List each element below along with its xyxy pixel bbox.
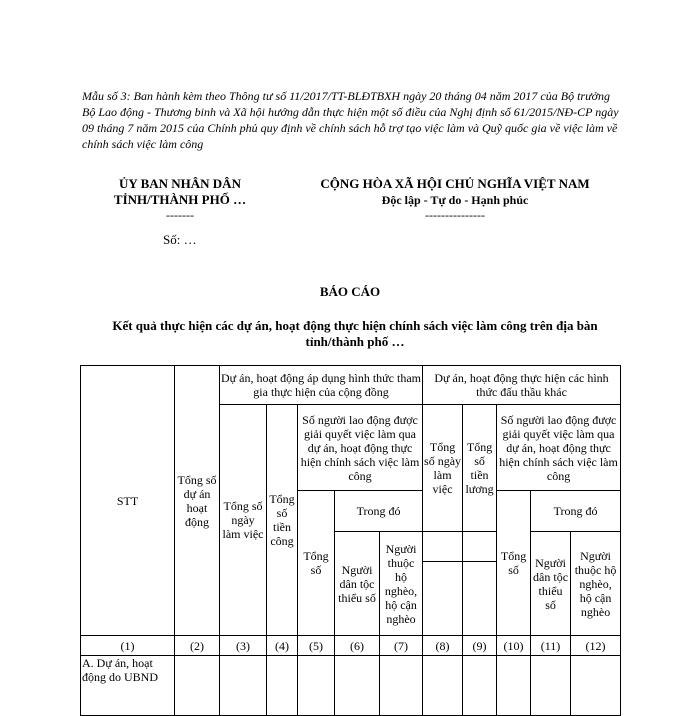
header-b-salary-blank: [463, 532, 497, 562]
header-a-poor: Người thuộc hộ nghèo, hộ cận nghèo: [380, 532, 423, 636]
national-motto: Độc lập - Tự do - Hạnh phúc: [381, 193, 529, 207]
header-b-workdays: Tổng số ngày làm việc: [423, 405, 463, 532]
report-table: [80, 365, 621, 716]
header-total-projects: Tổng số dự án hoạt động: [175, 366, 220, 636]
col-number: (10): [497, 636, 531, 656]
report-title: BÁO CÁO: [319, 284, 381, 299]
header-b-workdays-blank: [423, 562, 463, 636]
header-b-workdays-blank: [423, 532, 463, 562]
document-number: Số: …: [163, 232, 197, 247]
header-stt: STT: [81, 366, 175, 636]
col-number: (11): [531, 636, 571, 656]
header-a-total: Tổng số: [298, 491, 335, 636]
row-a-label: A. Dự án, hoạt động do UBND: [81, 656, 175, 716]
header-b-salary: Tổng số tiền lương: [463, 405, 497, 532]
header-b-workers: Số người lao động được giải quyết việc làm qua dự án, hoạt động thực hiện chính sách việc làm công: [497, 405, 621, 491]
header-group-bidding: Dự án, hoạt động thực hiện các hình thức đấu thầu khác: [423, 366, 621, 405]
column-number-row: [81, 636, 621, 656]
issuing-authority: [100, 176, 260, 222]
header-group-community: Dự án, hoạt động áp dụng hình thức tham gia thực hiện của cộng đồng: [220, 366, 423, 405]
col-number: (3): [220, 636, 267, 656]
header-a-ethnic: Người dân tộc thiểu số: [335, 532, 380, 636]
col-number: (2): [175, 636, 220, 656]
report-subtitle: Kết quả thực hiện các dự án, hoạt động thực hiện chính sách việc làm công trên địa bàn tỉnh/thành phố …: [112, 318, 598, 349]
header-a-wages: Tổng số tiền công: [267, 405, 298, 636]
col-number: (5): [298, 636, 335, 656]
table-row: [81, 656, 621, 716]
header-b-salary-blank: [463, 562, 497, 636]
col-number: (8): [423, 636, 463, 656]
header-a-workdays: Tổng số ngày làm việc: [220, 405, 267, 636]
header-b-poor: Người thuộc hộ nghèo, hộ cận nghèo: [571, 532, 621, 636]
authority-line-1: ỦY BAN NHÂN DÂN: [119, 176, 241, 191]
header-a-workers: Số người lao động được giải quyết việc làm qua dự án, hoạt động thực hiện chính sách việc làm công: [298, 405, 423, 491]
header-a-of-which: Trong đó: [335, 491, 423, 532]
header-b-total: Tổng số: [497, 491, 531, 636]
col-number: (4): [267, 636, 298, 656]
motto-separator: ---------------: [425, 208, 485, 222]
form-note: Mẫu số 3: Ban hành kèm theo Thông tư số 11/2017/TT-BLĐTBXH ngày 20 tháng 04 năm 2017 của Bộ trưởng Bộ Lao động - Thương binh và Xã hội hướng dẫn thực hiện một số điều của Nghị định số 61/2015/NĐ-CP ngày 09 tháng 7 năm 2015 của Chính phủ quy định về chính sách hỗ trợ tạo việc làm và Quỹ quốc gia về việc làm về chính sách việc làm công: [82, 89, 619, 151]
col-number: (7): [380, 636, 423, 656]
header-b-of-which: Trong đó: [531, 491, 621, 532]
national-header: [290, 176, 620, 222]
authority-line-2: TỈNH/THÀNH PHỐ …: [113, 192, 247, 207]
country-name: CỘNG HÒA XÃ HỘI CHỦ NGHĨA VIỆT NAM: [320, 176, 590, 191]
col-number: (1): [81, 636, 175, 656]
authority-separator: -------: [166, 208, 194, 222]
col-number: (12): [571, 636, 621, 656]
col-number: (9): [463, 636, 497, 656]
header-b-ethnic: Người dân tộc thiểu số: [531, 532, 571, 636]
col-number: (6): [335, 636, 380, 656]
